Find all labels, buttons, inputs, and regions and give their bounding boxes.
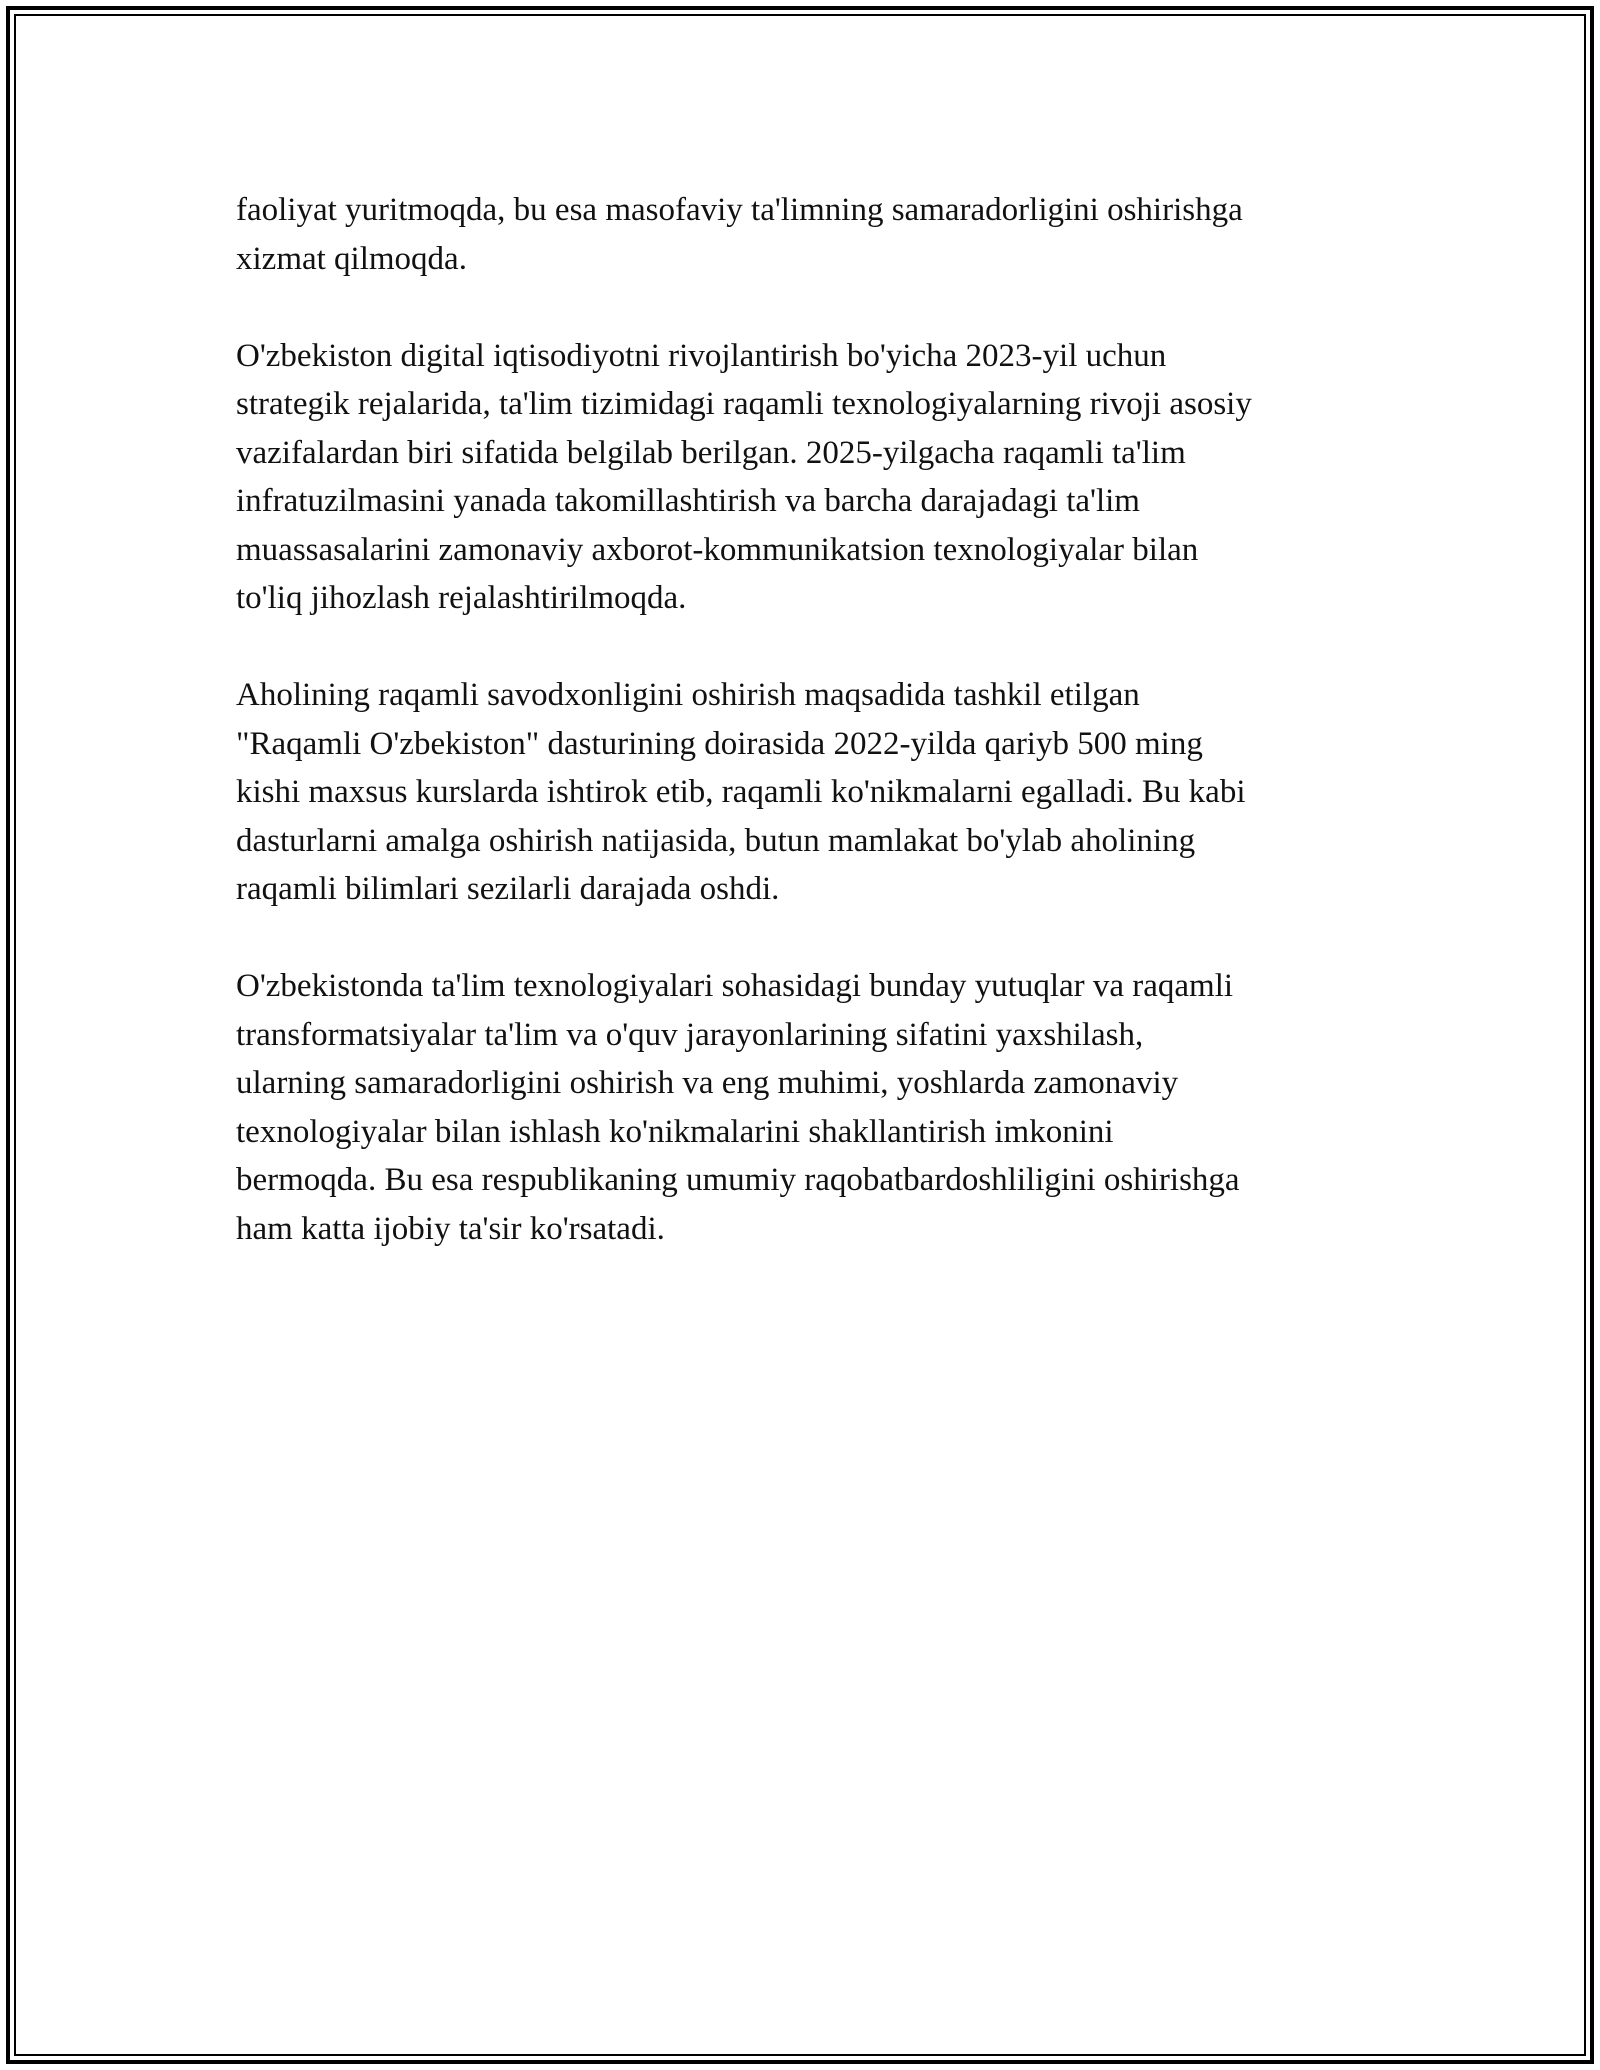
text-line: to'liq jihozlash rejalashtirilmoqda. xyxy=(236,580,687,616)
text-line: Aholining raqamli savodxonligini oshirish maqsadida tashkil etilgan xyxy=(236,677,1140,713)
text-line: ularning samaradorligini oshirish va eng muhimi, yoshlarda zamonaviy xyxy=(236,1065,1179,1101)
paragraph-1 xyxy=(236,186,1376,283)
text-line: texnologiyalar bilan ishlash ko'nikmalarini shakllantirish imkonini xyxy=(236,1113,1114,1150)
paragraph-3 xyxy=(236,671,1376,914)
text-line: ham katta ijobiy ta'sir ko'rsatadi. xyxy=(236,1210,665,1247)
text-line: muassasalarini zamonaviy axborot-kommunikatsion texnologiyalar bilan xyxy=(236,531,1199,568)
text-line: xizmat qilmoqda. xyxy=(236,240,467,277)
text-line: kishi maxsus kurslarda ishtirok etib, raqamli ko'nikmalarni egalladi. Bu kabi xyxy=(236,774,1246,810)
text-line: infratuzilmasini yanada takomillashtirish va barcha darajadagi ta'lim xyxy=(236,483,1140,519)
text-line: faoliyat yuritmoqda, bu esa masofaviy ta'limning samaradorligini oshirishga xyxy=(236,192,1243,228)
text-line: O'zbekistonda ta'lim texnologiyalari sohasidagi bunday yutuqlar va raqamli xyxy=(236,968,1234,1004)
text-line: bermoqda. Bu esa respublikaning umumiy raqobatbardoshliligini oshirishga xyxy=(236,1162,1240,1198)
document-body xyxy=(236,186,1376,1302)
text-line: strategik rejalarida, ta'lim tizimidagi raqamli texnologiyalarning rivoji asosiy xyxy=(236,386,1252,422)
paragraph-4 xyxy=(236,962,1376,1253)
text-line: O'zbekiston digital iqtisodiyotni rivojlantirish bo'yicha 2023-yil uchun xyxy=(236,337,1167,374)
text-line: vazifalardan biri sifatida belgilab berilgan. 2025-yilgacha raqamli ta'lim xyxy=(236,434,1186,471)
text-line: "Raqamli O'zbekiston" dasturining doirasida 2022-yilda qariyb 500 ming xyxy=(236,725,1203,762)
text-line: raqamli bilimlari sezilarli darajada oshdi. xyxy=(236,871,780,907)
text-line: dasturlarni amalga oshirish natijasida, butun mamlakat bo'ylab aholining xyxy=(236,822,1196,859)
paragraph-2 xyxy=(236,332,1376,623)
text-line: transformatsiyalar ta'lim va o'quv jarayonlarining sifatini yaxshilash, xyxy=(236,1016,1144,1053)
